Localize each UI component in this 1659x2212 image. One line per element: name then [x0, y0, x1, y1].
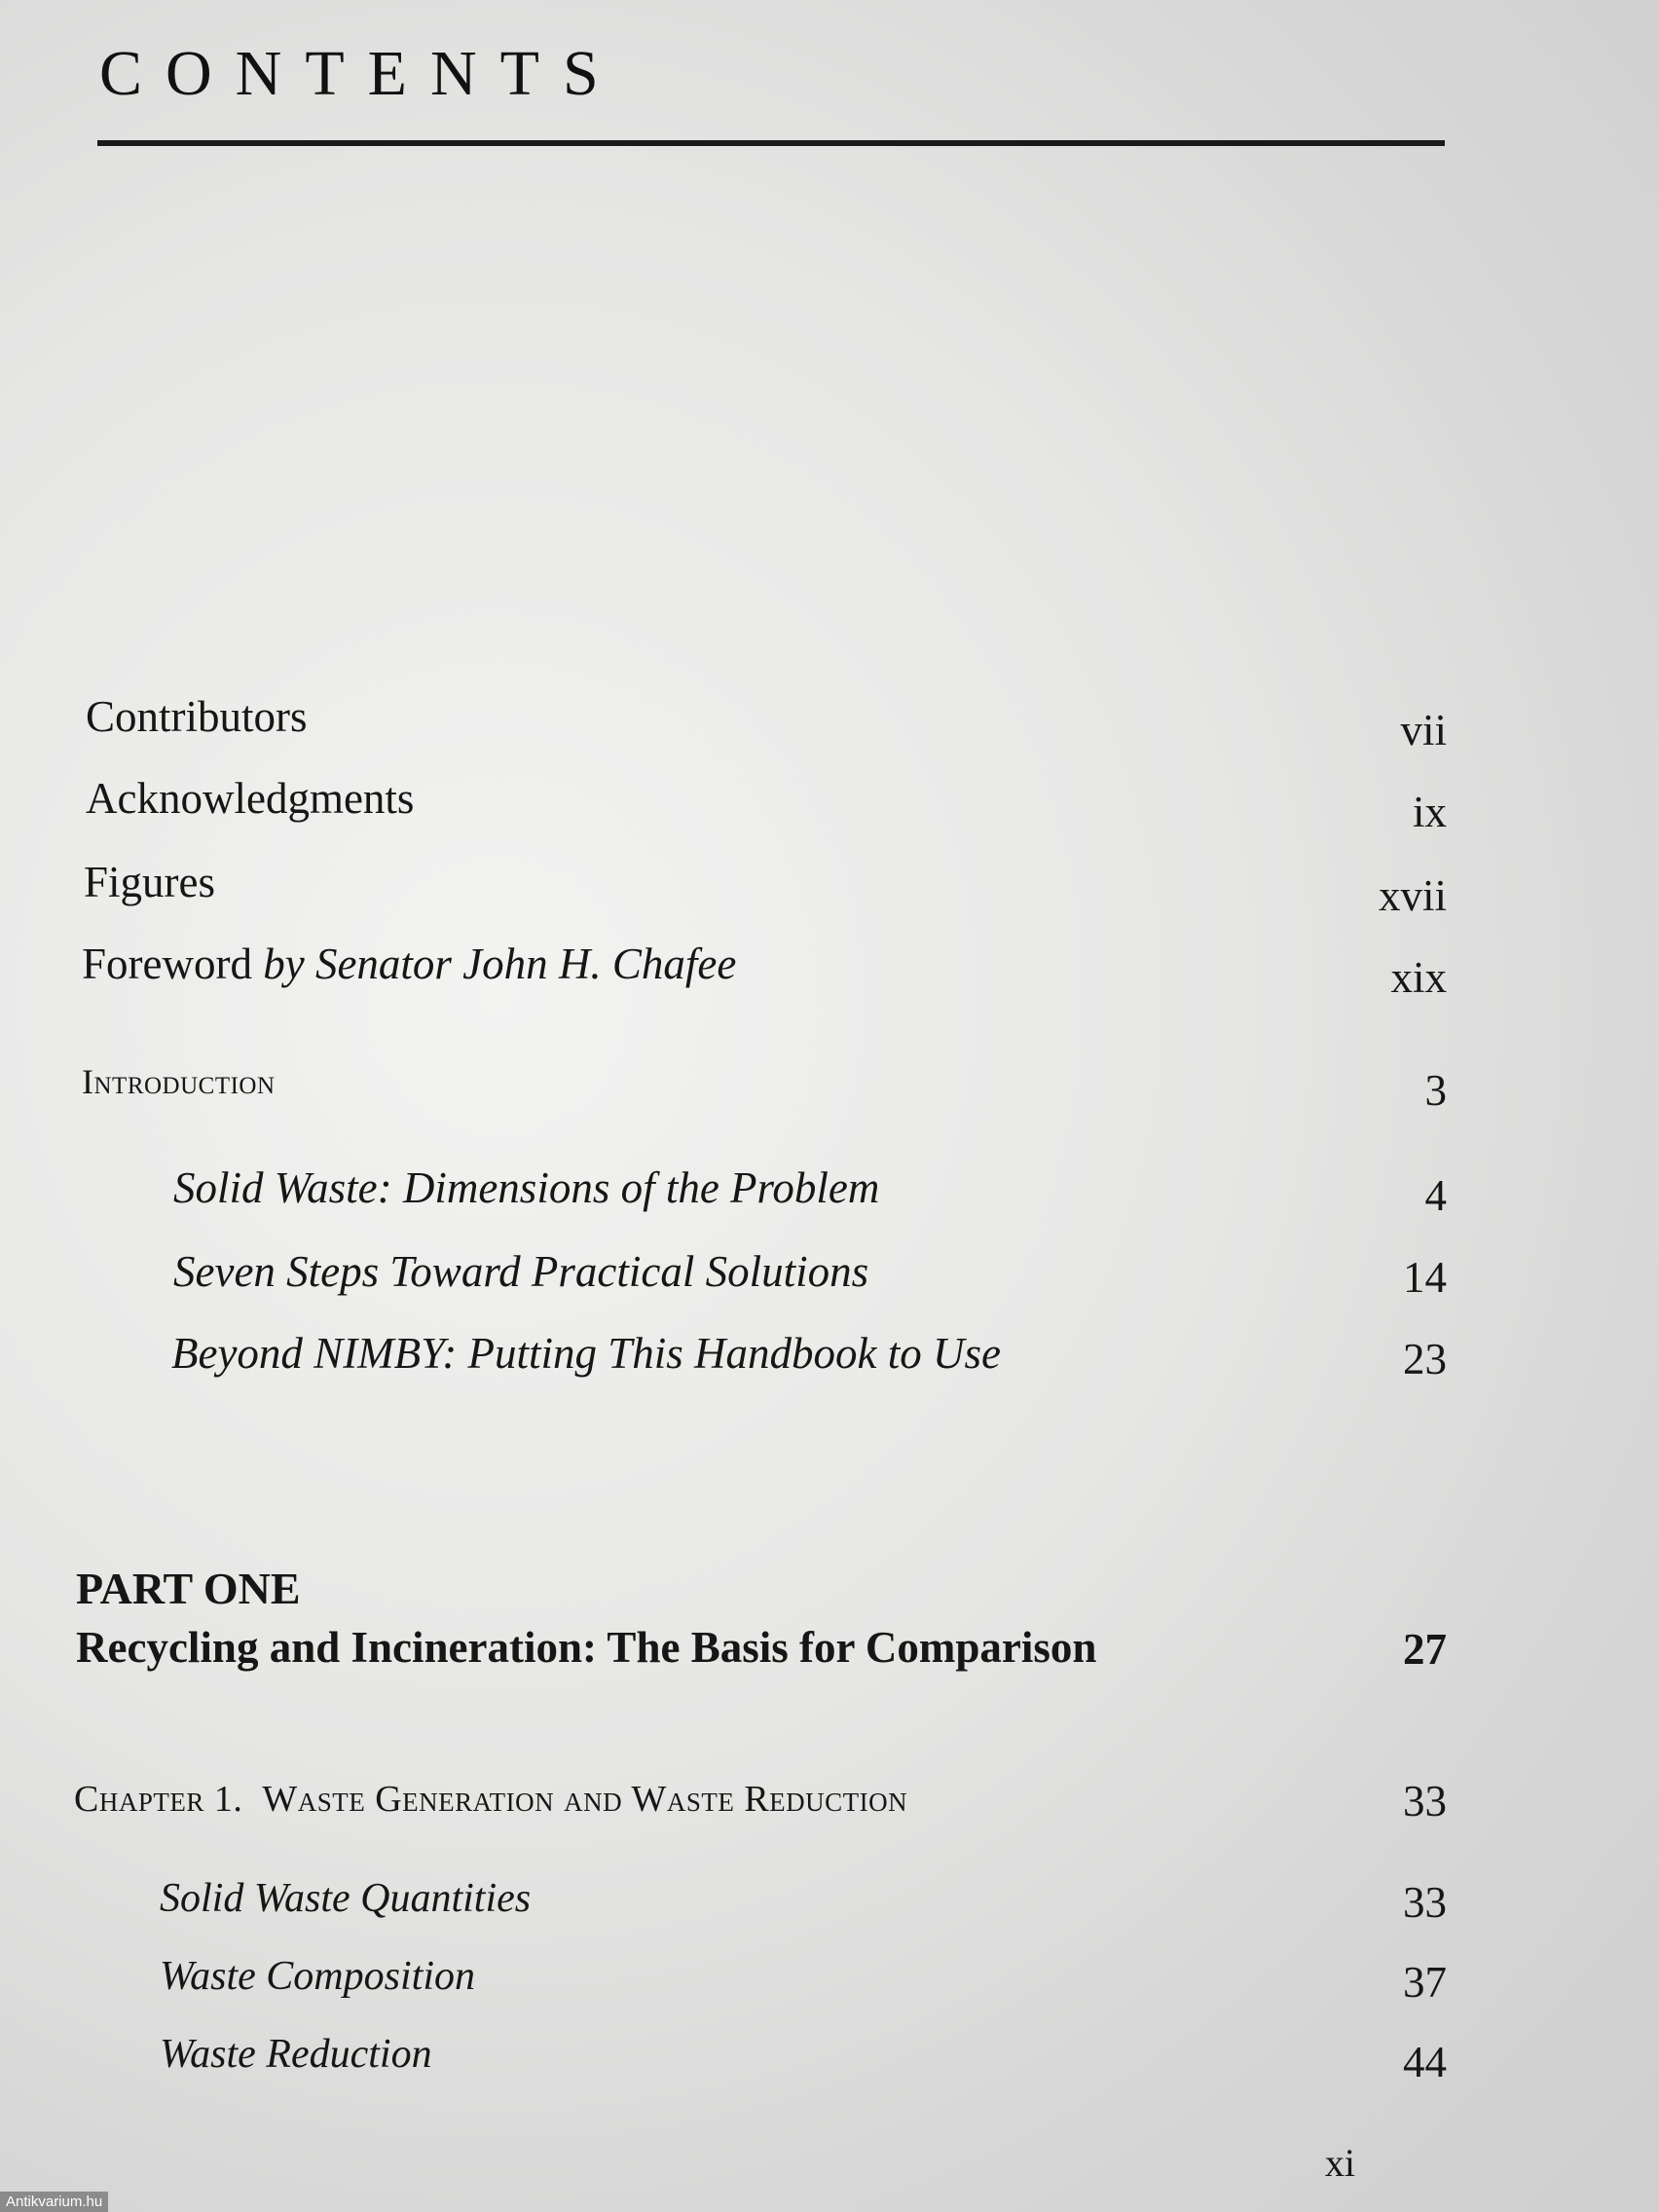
toc-entry-introduction[interactable] — [0, 1059, 1659, 1118]
toc-entry-page: 33 — [1403, 1777, 1447, 1825]
toc-section-solid-waste-quantities[interactable] — [0, 1875, 1659, 1934]
toc-entry-title: Seven Steps Toward Practical Solutions — [173, 1247, 869, 1296]
toc-entry-title — [82, 939, 736, 989]
toc-entry-chapter-1[interactable] — [0, 1774, 1659, 1832]
toc-entry-title: Recycling and Incineration: The Basis for Comparison — [76, 1623, 1097, 1672]
toc-entry-page: 23 — [1403, 1335, 1447, 1383]
watermark: Antikvarium.hu — [0, 2192, 108, 2212]
toc-section-waste-composition[interactable] — [0, 1953, 1659, 2011]
toc-entry-title: Solid Waste Quantities — [160, 1876, 532, 1921]
title-rule — [97, 140, 1445, 146]
toc-entry-title: Contributors — [86, 692, 308, 741]
toc-entry-page: 37 — [1403, 1958, 1447, 2007]
toc-entry-figures[interactable] — [0, 857, 1659, 920]
toc-entry-title: Waste Composition — [160, 1954, 475, 1999]
toc-entry-contributors[interactable] — [0, 691, 1659, 755]
page-title: CONTENTS — [99, 38, 622, 109]
toc-entry-title: Waste Reduction — [160, 2032, 432, 2077]
toc-entry-title — [74, 1778, 907, 1821]
toc-entry-title: Figures — [84, 858, 215, 906]
toc-entry-acknowledgments[interactable] — [0, 773, 1659, 836]
toc-entry-page: xvii — [1378, 871, 1447, 920]
toc-section-solid-waste-dimensions[interactable] — [0, 1162, 1659, 1221]
toc-entry-page: 33 — [1403, 1878, 1447, 1927]
toc-entry-page: xix — [1390, 953, 1447, 1002]
toc-entry-part-one[interactable] — [0, 1622, 1659, 1680]
foreword-label: Foreword — [82, 940, 252, 988]
toc-section-waste-reduction[interactable] — [0, 2031, 1659, 2089]
foreword-author: by Senator John H. Chafee — [263, 940, 737, 988]
toc-entry-page: 44 — [1403, 2038, 1447, 2086]
toc-entry-page: 14 — [1403, 1253, 1447, 1302]
toc-entry-title: Solid Waste: Dimensions of the Problem — [173, 1163, 880, 1212]
toc-entry-page: ix — [1412, 788, 1447, 836]
toc-entry-page: 27 — [1403, 1625, 1447, 1674]
toc-section-seven-steps[interactable] — [0, 1246, 1659, 1305]
chapter-label: Chapter 1. — [74, 1779, 243, 1820]
chapter-title: Waste Generation and Waste Reduction — [262, 1779, 908, 1820]
toc-entry-page: 3 — [1424, 1066, 1447, 1115]
toc-entry-page: vii — [1400, 706, 1447, 755]
toc-section-beyond-nimby[interactable] — [0, 1328, 1659, 1386]
toc-entry-title: Acknowledgments — [86, 774, 415, 823]
toc-entry-title: Introduction — [82, 1062, 276, 1101]
toc-entry-foreword[interactable] — [0, 939, 1659, 1002]
toc-entry-title: Beyond NIMBY: Putting This Handbook to Use — [171, 1329, 1001, 1378]
toc-entry-page: 4 — [1424, 1171, 1447, 1220]
page-number: xi — [1324, 2141, 1355, 2185]
part-one-label: PART ONE — [76, 1564, 301, 1613]
